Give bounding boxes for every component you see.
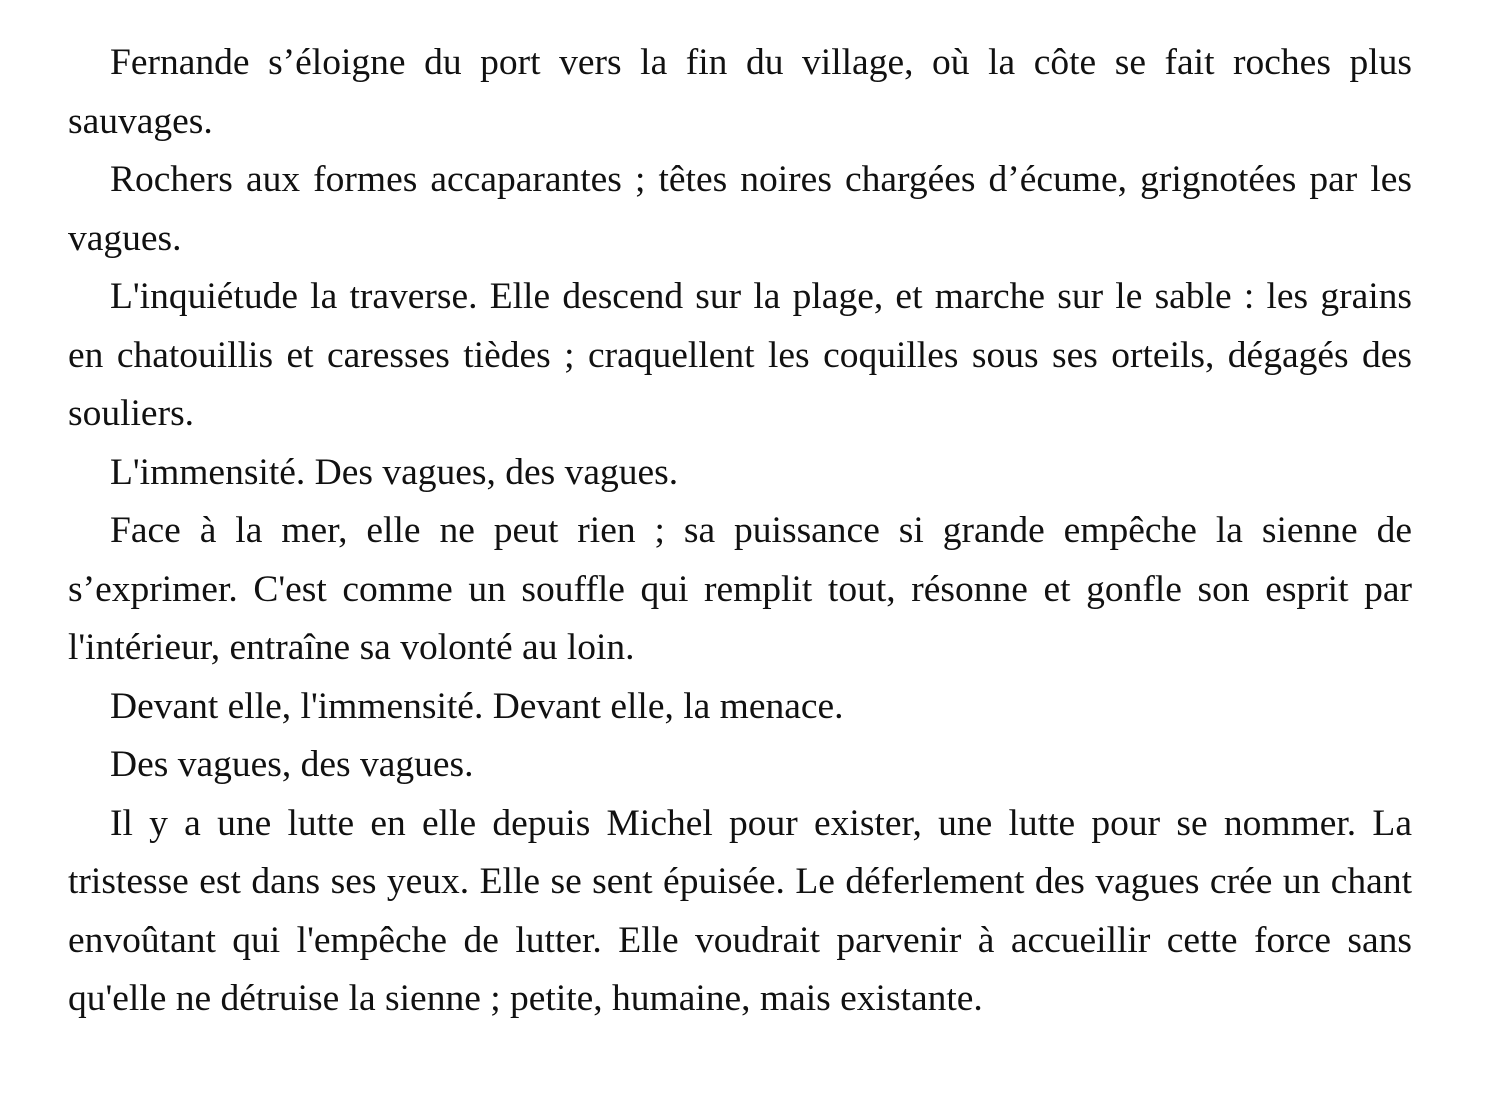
paragraph: Devant elle, l'immensité. Devant elle, la menace. [110, 685, 844, 727]
document-body [68, 34, 1412, 1029]
paragraph: Rochers aux formes accaparantes ; têtes noires chargées d’écume, grignotées par les vagues. [68, 159, 1412, 259]
paragraph: L'inquiétude la traverse. Elle descend sur la plage, et marche sur le sable : les grains en chatouillis et caresses tièdes ; craquellent les coquilles sous ses orteils, dégagés des souliers. [68, 276, 1412, 434]
paragraph: Fernande s’éloigne du port vers la fin du village, où la côte se fait roches plus sauvages. [68, 42, 1412, 142]
paragraph: L'immensité. Des vagues, des vagues. [110, 451, 679, 493]
paragraph: Il y a une lutte en elle depuis Michel pour exister, une lutte pour se nommer. La tristesse est dans ses yeux. Elle se sent épuisée. Le déferlement des vagues crée un chant envoûtant qui l'empêche de lutter. Elle voudrait parvenir à accueillir cette force sans qu'elle ne détruise la sienne ; petite, humaine, mais existante. [68, 802, 1412, 1019]
paragraph: Des vagues, des vagues. [110, 744, 474, 785]
paragraph: Face à la mer, elle ne peut rien ; sa puissance si grande empêche la sienne de s’exprimer. C'est comme un souffle qui remplit tout, résonne et gonfle son esprit par l'intérieur, entraîne sa volonté au loin. [68, 510, 1412, 668]
